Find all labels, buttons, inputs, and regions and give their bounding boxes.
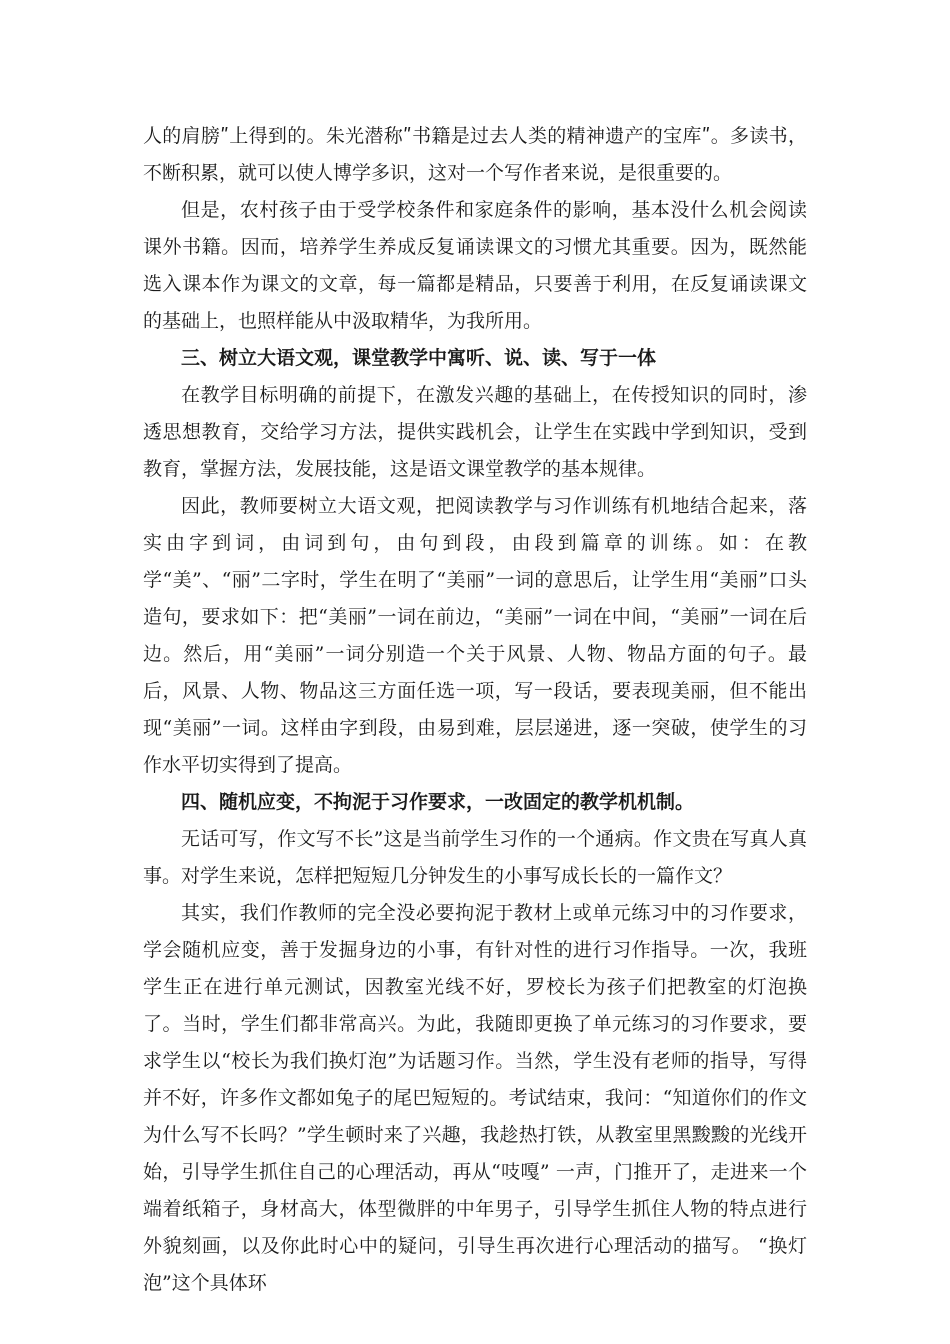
document-body <box>143 118 807 1302</box>
paragraph: 在教学目标明确的前提下，在激发兴趣的基础上，在传授知识的同时，渗透思想教育，交给学习方法，提供实践机会，让学生在实践中学到知识，受到教育，掌握方法，发展技能，这是语文课堂教学的基本规律。 <box>143 384 807 480</box>
paragraph-continuation: 人的肩膀ʺ上得到的。朱光潜称ʺ书籍是过去人类的精神遗产的宝库ʺ。多读书，不断积累，就可以使人博学多识，这对一个写作者来说，是很重要的。 <box>143 125 807 184</box>
paragraph: 因此，教师要树立大语文观，把阅读教学与习作训练有机地结合起来，落实由字到词，由词到句，由句到段，由段到篇章的训练。如：在教学“美”、“丽”二字时，学生在明了“美丽”一词的意思后，让学生用“美丽”口头造句，要求如下：把“美丽”一词在前边，“美丽”一词在中间，“美丽”一词在后边。然后，用“美丽”一词分别造一个关于风景、人物、物品方面的句子。最后，风景、人物、物品这三方面任选一项，写一段话，要表现美丽，但不能出现“美丽”一词。这样由字到段，由易到难，层层递进，逐一突破，使学生的习作水平切实得到了提高。 <box>143 495 807 776</box>
paragraph: 无话可写，作文写不长”这是当前学生习作的一个通病。作文贵在写真人真事。对学生来说，怎样把短短几分钟发生的小事写成长长的一篇作文？ <box>143 828 807 887</box>
section-heading-3: 三、树立大语文观，课堂教学中寓听、说、读、写于一体 <box>181 347 657 369</box>
paragraph: 但是，农村孩子由于受学校条件和家庭条件的影响，基本没什么机会阅读课外书籍。因而，培养学生养成反复诵读课文的习惯尤其重要。因为，既然能选入课本作为课文的文章，每一篇都是精品，只要善于利用，在反复诵读课文的基础上，也照样能从中汲取精华，为我所用。 <box>143 199 807 332</box>
section-heading-4: 四、随机应变，不拘泥于习作要求，一改固定的教学机机制。 <box>181 791 695 813</box>
paragraph: 其实，我们作教师的完全没必要拘泥于教材上或单元练习中的习作要求，学会随机应变，善于发掘身边的小事，有针对性的进行习作指导。一次，我班学生正在进行单元测试，因教室光线不好，罗校长为孩子们把教室的灯泡换了。当时，学生们都非常高兴。为此，我随即更换了单元练习的习作要求，要求学生以“校长为我们换灯泡”为话题习作。当然，学生没有老师的指导，写得并不好，许多作文都如兔子的尾巴短短的。考试结束，我问：“知道你们的作文为什么写不长吗？”学生顿时来了兴趣，我趁热打铁，从教室里黑黢黢的光线开始，引导学生抓住自己的心理活动，再从“吱嘎” 一声，门推开了，走进来一个端着纸箱子，身材高大，体型微胖的中年男子，引导学生抓住人物的特点进行外貌刻画，以及你此时心中的疑问，引导生再次进行心理活动的描写。 “换灯泡”这个具体环 <box>143 902 807 1294</box>
